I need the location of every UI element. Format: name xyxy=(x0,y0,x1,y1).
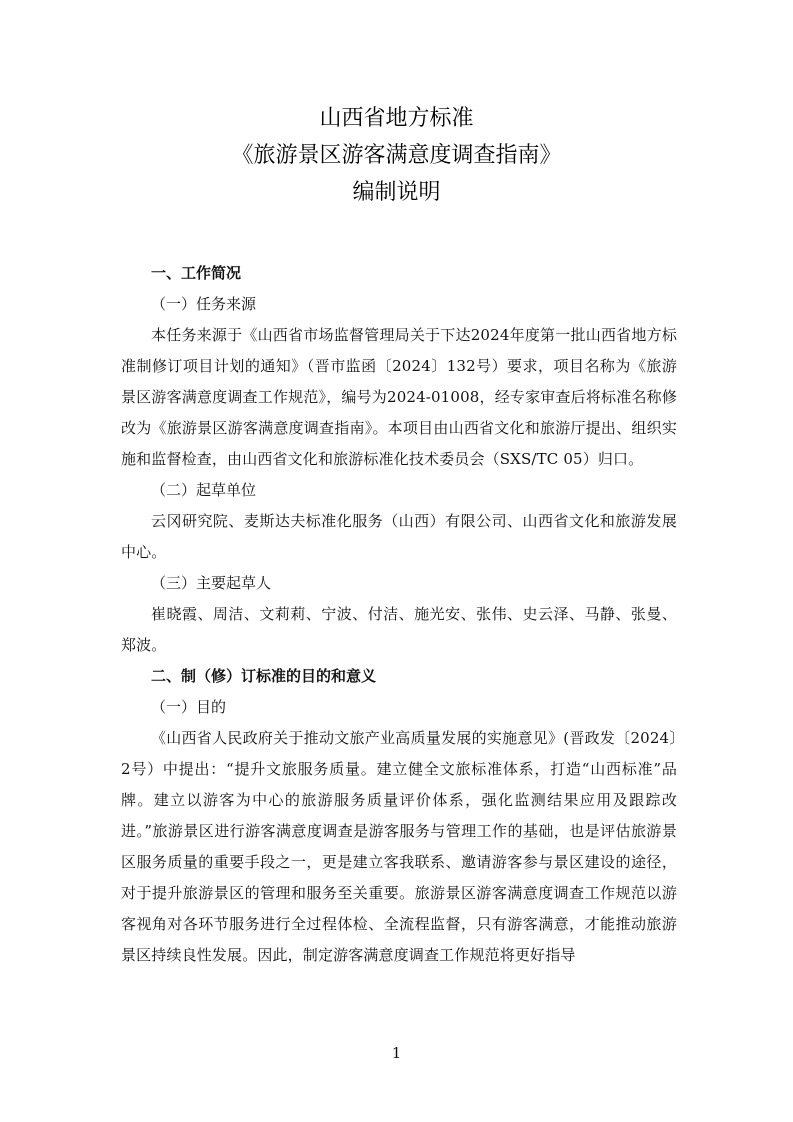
document-body xyxy=(121,258,677,971)
title-line-explanation: 编制说明 xyxy=(352,180,441,205)
document-title xyxy=(0,100,793,211)
title-line-standard-type: 山西省地方标准 xyxy=(319,106,474,131)
subsection-heading-task-source: （一）任务来源 xyxy=(151,295,257,313)
paragraph-purpose: 《山西省人民政府关于推动文旅产业高质量发展的实施意见》(晋政发〔2024〕2号）中提出：“提升文旅服务质量。建立健全文旅标准体系，打造“山西标准”品牌。建立以游客为中心的旅游服务质量评价体系，强化监测结果应用及跟踪改进。”旅游景区进行游客满意度调查是游客服务与管理工作的基础，也是评估旅游景区服务质量的重要手段之一，更是建立客我联系、邀请游客参与景区建设的途径，对于提升旅游景区的管理和服务至关重要。旅游景区游客满意度调查工作规范以游客视角对各环节服务进行全过程体检、全流程监督，只有游客满意，才能推动旅游景区持续良性发展。因此，制定游客满意度调查工作规范将更好指导 xyxy=(121,729,677,964)
paragraph-task-source: 本任务来源于《山西省市场监督管理局关于下达2024年度第一批山西省地方标准制修订项目计划的通知》（晋市监函〔2024〕132号）要求，项目名称为《旅游景区游客满意度调查工作规范》，编号为2024-01008，经专家审查后将标准名称修改为《旅游景区游客满意度调查指南》。本项目由山西省文化和旅游厅提出、组织实施和监督检查，由山西省文化和旅游标准化技术委员会（SXS/TC 05）归口。 xyxy=(121,326,677,468)
subsection-heading-main-drafters: （三）主要起草人 xyxy=(151,574,272,592)
section-heading-work-overview: 一、工作简况 xyxy=(151,264,242,282)
subsection-heading-drafting-units: （二）起草单位 xyxy=(151,481,257,499)
section-heading-purpose-significance: 二、制（修）订标准的目的和意义 xyxy=(151,667,377,685)
title-line-standard-name: 《旅游景区游客满意度调查指南》 xyxy=(231,143,562,168)
subsection-heading-purpose: （一）目的 xyxy=(151,698,227,716)
page-number: 1 xyxy=(391,1044,402,1062)
paragraph-main-drafters: 崔晓霞、周洁、文莉莉、宁波、付洁、施光安、张伟、史云泽、马静、张曼、郑波。 xyxy=(121,605,677,654)
paragraph-drafting-units: 云冈研究院、麦斯达夫标准化服务（山西）有限公司、山西省文化和旅游发展中心。 xyxy=(121,512,677,561)
